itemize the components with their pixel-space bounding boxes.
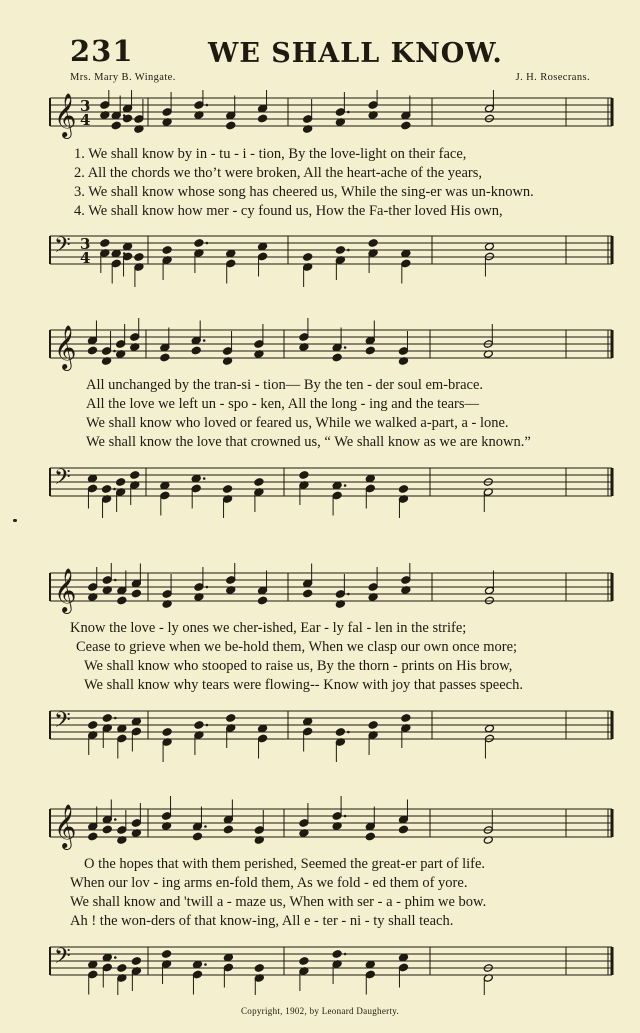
note-head <box>102 485 112 494</box>
dot <box>347 731 350 734</box>
dot <box>114 956 117 959</box>
dot <box>114 579 117 582</box>
note-head <box>401 576 411 585</box>
verse-line: Ah ! the won-ders of that know-ing, All e - ter - ni - ty shall teach. <box>70 913 454 929</box>
note-head <box>162 812 172 821</box>
dot <box>113 350 116 353</box>
note-head <box>102 815 112 824</box>
note-head <box>299 957 309 966</box>
note-head <box>223 485 233 494</box>
dot <box>347 593 350 596</box>
note-head <box>368 101 378 110</box>
note-head <box>365 822 375 831</box>
note-head <box>88 970 98 979</box>
note-head <box>303 115 313 124</box>
note-head <box>303 717 313 726</box>
note-head <box>223 825 233 834</box>
note-head <box>335 590 345 599</box>
note-head <box>365 484 375 493</box>
margin-mark <box>13 519 17 522</box>
note-head <box>223 953 233 962</box>
note-head <box>258 734 268 743</box>
note-head <box>303 727 313 736</box>
treble-clef-icon: 𝄞 <box>54 325 77 369</box>
note-head <box>191 346 201 355</box>
note-head <box>111 121 121 130</box>
note-head <box>123 104 133 113</box>
note-head <box>332 353 342 362</box>
note-head <box>191 484 201 493</box>
bass-clef-icon: 𝄢 <box>54 233 71 263</box>
note-head <box>368 239 378 248</box>
note-head <box>192 960 202 969</box>
note-head <box>160 481 170 490</box>
note-head <box>130 333 140 342</box>
note-head <box>88 721 98 730</box>
note-head <box>87 474 97 483</box>
time-signature-numerator: 3 <box>80 97 91 115</box>
note-head <box>117 724 127 733</box>
note-head <box>102 714 112 723</box>
note-head <box>134 253 144 262</box>
note-head <box>160 353 170 362</box>
note-head <box>365 336 375 345</box>
composer-credit: J. H. Rosecrans. <box>515 72 590 83</box>
note-head <box>131 717 141 726</box>
note-head <box>194 101 204 110</box>
note-head <box>117 826 127 835</box>
note-head <box>254 826 264 835</box>
note-head <box>258 114 268 123</box>
note-head <box>223 347 233 356</box>
note-head <box>398 815 408 824</box>
note-head <box>398 953 408 962</box>
note-head <box>401 249 411 258</box>
verse-line: O the hopes that with them perished, Seemed the great-er part of life. <box>84 856 486 872</box>
dot <box>204 825 207 828</box>
note-head <box>398 825 408 834</box>
note-head <box>88 583 98 592</box>
note-head <box>131 957 141 966</box>
note-head <box>401 121 411 130</box>
note-head <box>303 579 313 588</box>
note-head <box>100 239 110 248</box>
dot <box>203 477 206 480</box>
verse-line: All the love we left un - spo - ken, All the long - ing and the tears— <box>86 396 480 412</box>
note-head <box>162 950 172 959</box>
note-head <box>258 596 268 605</box>
note-head <box>299 333 309 342</box>
note-head <box>365 970 375 979</box>
note-head <box>87 346 97 355</box>
note-head <box>192 822 202 831</box>
note-head <box>258 242 268 251</box>
note-head <box>117 586 127 595</box>
note-head <box>299 819 309 828</box>
note-head <box>226 576 236 585</box>
note-head <box>87 484 97 493</box>
lyricist-credit: Mrs. Mary B. Wingate. <box>70 72 176 83</box>
note-head <box>398 963 408 972</box>
note-head <box>254 478 264 487</box>
note-head <box>162 246 172 255</box>
note-head <box>117 596 127 605</box>
copyright-notice: Copyright, 1902, by Leonard Daugherty. <box>240 1006 400 1016</box>
note-head <box>191 474 201 483</box>
dot <box>347 111 350 114</box>
dot <box>114 818 117 821</box>
note-head <box>401 259 411 268</box>
verse-line: 2. All the chords we tho’t were broken, All the heart-ache of the years, <box>74 165 483 181</box>
note-head <box>303 253 313 262</box>
note-head <box>401 111 411 120</box>
note-head <box>365 960 375 969</box>
hymn-title: WE SHALL KNOW. <box>208 38 503 69</box>
note-head <box>162 728 172 737</box>
note-head <box>123 242 133 251</box>
note-head <box>368 721 378 730</box>
note-head <box>223 815 233 824</box>
note-head <box>160 343 170 352</box>
dot <box>203 339 206 342</box>
note-head <box>162 590 172 599</box>
note-head <box>303 589 313 598</box>
note-head <box>332 491 342 500</box>
dot <box>204 963 207 966</box>
note-head <box>131 579 141 588</box>
bass-clef-icon: 𝄢 <box>54 708 71 738</box>
verse-line: We shall know why tears were flowing-- Know with joy that passes speech. <box>84 677 523 693</box>
verse-line: 4. We shall know how mer - cy found us, How the Fa-ther loved His own, <box>74 203 503 219</box>
dot <box>206 242 209 245</box>
dot <box>113 488 116 491</box>
note-head <box>226 111 236 120</box>
verse-line: Cease to grieve when we be-hold them, When we clasp our own once more; <box>76 639 518 655</box>
note-head <box>401 714 411 723</box>
note-head <box>131 589 141 598</box>
hymn-number: 231 <box>70 34 134 68</box>
note-head <box>162 108 172 117</box>
note-head <box>102 576 112 585</box>
verse-line: 1. We shall know by in - tu - i - tion, By the love-light on their face, <box>74 146 467 162</box>
note-head <box>192 970 202 979</box>
dot <box>347 249 350 252</box>
note-head <box>398 347 408 356</box>
note-head <box>194 721 204 730</box>
verse-line: 3. We shall know whose song has cheered us, While the sing-er was un-known. <box>74 184 534 200</box>
dot <box>344 815 347 818</box>
note-head <box>116 478 126 487</box>
note-head <box>102 953 112 962</box>
note-head <box>484 724 494 733</box>
note-head <box>365 832 375 841</box>
verse-line: We shall know the love that crowned us, “ We shall know as we are known.” <box>86 434 531 450</box>
dot <box>114 717 117 720</box>
note-head <box>102 825 112 834</box>
note-head <box>117 964 127 973</box>
dot <box>344 484 347 487</box>
note-head <box>88 822 98 831</box>
dot <box>206 586 209 589</box>
note-head <box>368 583 378 592</box>
treble-clef-icon: 𝄞 <box>54 804 77 848</box>
note-head <box>130 471 140 480</box>
note-head <box>332 481 342 490</box>
note-head <box>258 724 268 733</box>
note-head <box>398 485 408 494</box>
note-head <box>226 121 236 130</box>
verse-line: We shall know who stooped to raise us, By the thorn - prints on His brow, <box>84 658 513 674</box>
note-head <box>160 491 170 500</box>
note-head <box>226 714 236 723</box>
note-head <box>134 115 144 124</box>
note-head <box>254 964 264 973</box>
treble-clef-icon: 𝄞 <box>54 93 77 137</box>
note-head <box>131 819 141 828</box>
note-head <box>111 249 121 258</box>
note-head <box>88 960 98 969</box>
verse-line: All unchanged by the tran-si - tion— By the ten - der soul em-brace. <box>86 377 484 393</box>
note-head <box>335 246 345 255</box>
verse-line: When our lov - ing arms en-fold them, As we fold - ed them of yore. <box>70 875 468 891</box>
dot <box>344 346 347 349</box>
time-signature-numerator: 3 <box>80 235 91 253</box>
note-head <box>484 242 494 251</box>
note-head <box>335 108 345 117</box>
verse-line: We shall know who loved or feared us, While we walked a-part, a - lone. <box>86 415 509 431</box>
dot <box>206 104 209 107</box>
note-head <box>131 727 141 736</box>
note-head <box>258 104 268 113</box>
note-head <box>226 249 236 258</box>
note-head <box>102 347 112 356</box>
note-head <box>191 336 201 345</box>
note-head <box>100 101 110 110</box>
note-head <box>102 963 112 972</box>
note-head <box>87 336 97 345</box>
note-head <box>258 586 268 595</box>
note-head <box>117 734 127 743</box>
note-head <box>299 471 309 480</box>
time-signature-denominator: 4 <box>80 249 91 267</box>
note-head <box>335 728 345 737</box>
note-head <box>111 259 121 268</box>
note-head <box>254 340 264 349</box>
note-head <box>365 346 375 355</box>
treble-clef-icon: 𝄞 <box>54 568 77 612</box>
verse-line: Know the love - ly ones we cher-ished, Ear - ly fal - len in the strife; <box>70 620 467 636</box>
note-head <box>332 950 342 959</box>
note-head <box>192 832 202 841</box>
note-head <box>484 586 494 595</box>
note-head <box>88 832 98 841</box>
note-head <box>258 252 268 261</box>
time-signature-denominator: 4 <box>80 111 91 129</box>
note-head <box>223 963 233 972</box>
dot <box>344 953 347 956</box>
note-head <box>116 340 126 349</box>
note-head <box>365 474 375 483</box>
bass-clef-icon: 𝄢 <box>54 944 71 974</box>
note-head <box>111 111 121 120</box>
note-head <box>332 343 342 352</box>
note-head <box>484 104 494 113</box>
dot <box>206 724 209 727</box>
note-head <box>194 583 204 592</box>
note-head <box>194 239 204 248</box>
note-head <box>226 259 236 268</box>
note-head <box>332 812 342 821</box>
verse-line: We shall know and 'twill a - maze us, When with ser - a - phim we bow. <box>70 894 487 910</box>
bass-clef-icon: 𝄢 <box>54 465 71 495</box>
